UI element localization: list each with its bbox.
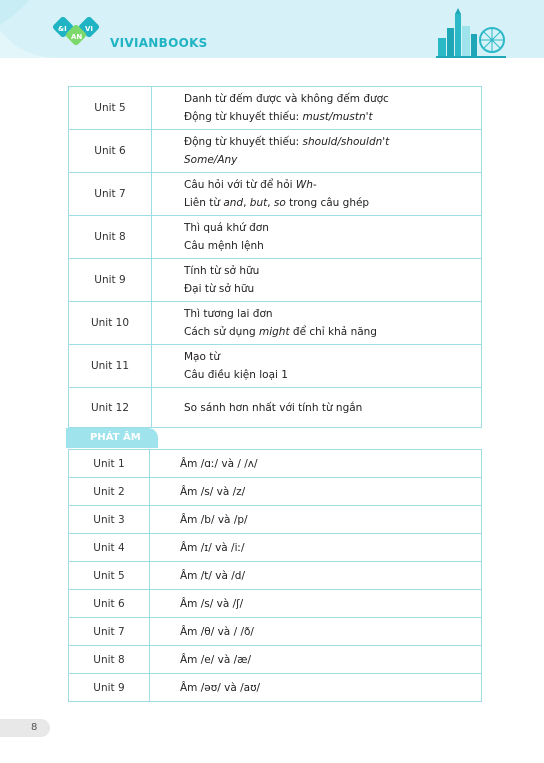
table-row xyxy=(69,590,482,618)
table-row xyxy=(69,450,482,478)
page-number-tab xyxy=(0,719,50,737)
topic-line xyxy=(184,90,481,108)
unit-label: Unit 6 xyxy=(69,590,150,618)
unit-label: Unit 2 xyxy=(69,478,150,506)
topic-text: So sánh hơn nhất với tính từ ngắn xyxy=(184,401,363,414)
topic-line xyxy=(184,366,481,384)
topic-line xyxy=(184,133,481,151)
topic-text: Cách sử dụng xyxy=(184,326,259,338)
topic-text: Câu hỏi với từ để hỏi xyxy=(184,179,296,191)
topic-cell xyxy=(152,87,482,130)
topic-line xyxy=(184,262,481,280)
unit-label: Unit 3 xyxy=(69,506,150,534)
city-skyline-illustration xyxy=(436,8,506,58)
topic-cell xyxy=(152,388,482,428)
topic-line xyxy=(184,237,481,255)
topic-text: might xyxy=(258,326,290,338)
topic-line xyxy=(184,305,481,323)
table-row xyxy=(69,216,482,259)
topic-line xyxy=(184,176,481,194)
topic-line xyxy=(184,348,481,366)
table-row xyxy=(69,618,482,646)
table-row xyxy=(69,534,482,562)
sound-pair: Âm /ɑː/ và / /ʌ/ xyxy=(150,450,482,478)
topic-line xyxy=(184,399,481,417)
unit-label: Unit 8 xyxy=(69,646,150,674)
unit-label: Unit 11 xyxy=(69,345,152,388)
unit-label: Unit 7 xyxy=(69,173,152,216)
table-row xyxy=(69,302,482,345)
table-row xyxy=(69,130,482,173)
topic-text: , xyxy=(267,197,274,209)
topic-text: Danh từ đếm được và không đếm được xyxy=(184,93,389,105)
topic-line xyxy=(184,280,481,298)
topic-cell xyxy=(152,173,482,216)
table-row xyxy=(69,87,482,130)
topic-text: Động từ khuyết thiếu: xyxy=(184,111,303,123)
topic-line xyxy=(184,194,481,212)
topic-text: Đại từ sở hữu xyxy=(184,283,255,295)
topic-text: trong câu ghép xyxy=(285,197,370,209)
topic-text: and xyxy=(223,197,244,209)
topic-cell xyxy=(152,259,482,302)
sound-pair: Âm /əʊ/ và /aʊ/ xyxy=(150,674,482,702)
logo-text-right: VI xyxy=(85,25,94,33)
topic-text: so xyxy=(273,197,286,209)
table-row xyxy=(69,173,482,216)
topic-text: , xyxy=(243,197,250,209)
grammar-units-table xyxy=(68,86,482,428)
topic-line xyxy=(184,323,481,341)
topic-line xyxy=(184,108,481,126)
pronunciation-section-tab: PHÁT ÂM xyxy=(66,428,158,448)
topic-cell xyxy=(152,216,482,259)
table-row xyxy=(69,345,482,388)
unit-label: Unit 10 xyxy=(69,302,152,345)
table-row xyxy=(69,259,482,302)
topic-text: Tính từ sở hữu xyxy=(184,265,260,277)
table-row xyxy=(69,478,482,506)
topic-text: Thì quá khứ đơn xyxy=(184,222,269,234)
topic-text: but xyxy=(249,197,268,209)
topic-cell xyxy=(152,130,482,173)
sound-pair: Âm /ɪ/ và /iː/ xyxy=(150,534,482,562)
page-number: 8 xyxy=(31,722,38,733)
unit-label: Unit 9 xyxy=(69,259,152,302)
topic-text: should/shouldn't xyxy=(302,136,390,148)
topic-text: Wh- xyxy=(295,179,317,191)
topic-cell xyxy=(152,345,482,388)
sound-pair: Âm /e/ và /æ/ xyxy=(150,646,482,674)
topic-text: Liên từ xyxy=(184,197,224,209)
unit-label: Unit 7 xyxy=(69,618,150,646)
unit-label: Unit 1 xyxy=(69,450,150,478)
unit-label: Unit 9 xyxy=(69,674,150,702)
sound-pair: Âm /s/ và /ʃ/ xyxy=(150,590,482,618)
unit-label: Unit 4 xyxy=(69,534,150,562)
unit-label: Unit 6 xyxy=(69,130,152,173)
topic-text: must/mustn't xyxy=(302,111,373,123)
table-row xyxy=(69,506,482,534)
unit-label: Unit 5 xyxy=(69,87,152,130)
topic-text: Some/Any xyxy=(184,154,238,166)
sound-pair: Âm /b/ và /p/ xyxy=(150,506,482,534)
topic-cell xyxy=(152,302,482,345)
topic-text: Câu điều kiện loại 1 xyxy=(184,369,288,381)
topic-text: Động từ khuyết thiếu: xyxy=(184,136,303,148)
logo-text-left: &I xyxy=(58,25,67,33)
logo-text-bottom: AN xyxy=(71,33,83,41)
topic-text: để chỉ khả năng xyxy=(289,326,377,338)
vivianbooks-logo xyxy=(52,17,102,45)
unit-label: Unit 12 xyxy=(69,388,152,428)
topic-line xyxy=(184,219,481,237)
table-row xyxy=(69,674,482,702)
table-row xyxy=(69,388,482,428)
table-row xyxy=(69,562,482,590)
topic-line xyxy=(184,151,481,169)
pronunciation-units-table xyxy=(68,449,482,702)
unit-label: Unit 5 xyxy=(69,562,150,590)
topic-text: Thì tương lai đơn xyxy=(184,308,273,320)
sound-pair: Âm /t/ và /d/ xyxy=(150,562,482,590)
unit-label: Unit 8 xyxy=(69,216,152,259)
brand-name: VIVIANBOOKS xyxy=(110,36,208,50)
table-row xyxy=(69,646,482,674)
topic-text: Câu mệnh lệnh xyxy=(184,240,264,252)
sound-pair: Âm /s/ và /z/ xyxy=(150,478,482,506)
topic-text: Mạo từ xyxy=(184,351,221,363)
page-header xyxy=(0,0,544,58)
sound-pair: Âm /θ/ và / /ð/ xyxy=(150,618,482,646)
